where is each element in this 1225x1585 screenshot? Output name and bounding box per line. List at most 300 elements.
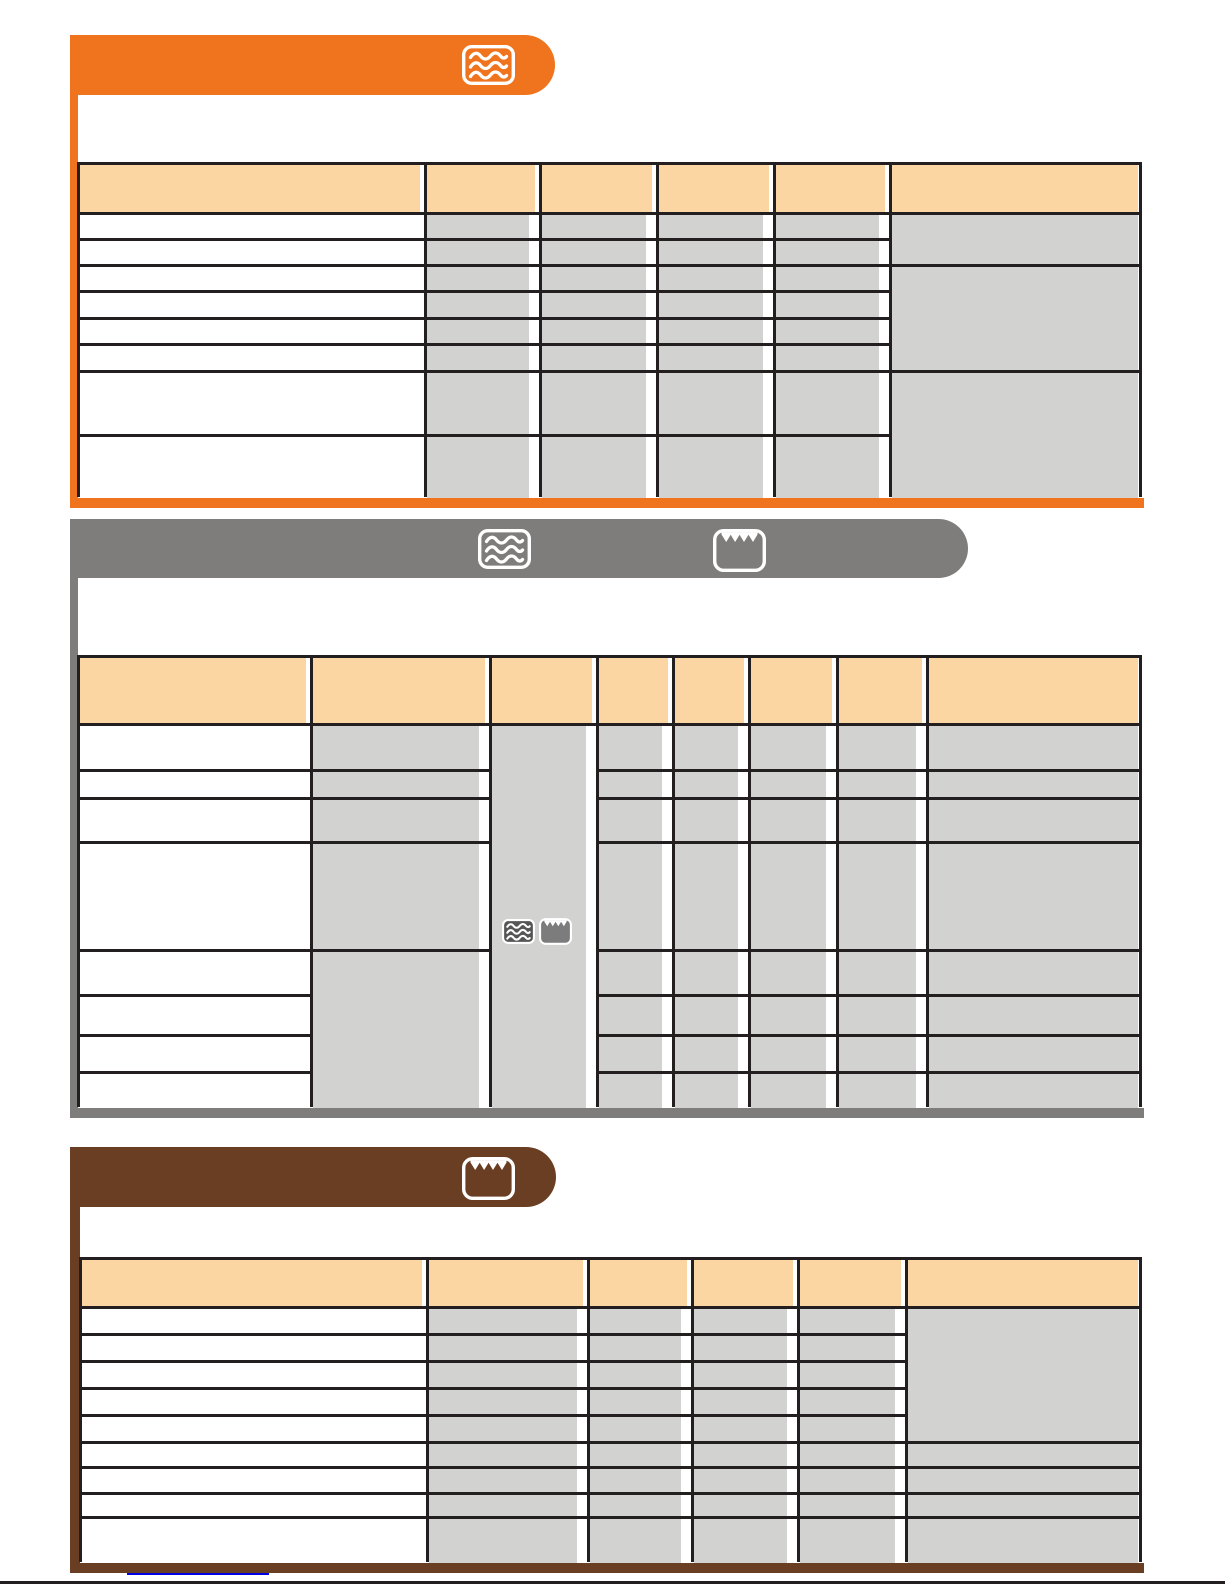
table-cell: [675, 1072, 739, 1108]
row-border: [425, 343, 540, 346]
table-cell: [599, 770, 663, 798]
row-border: [692, 1492, 798, 1495]
table-cell: [751, 995, 827, 1035]
table-cell: [751, 1072, 827, 1108]
column-border: [1139, 162, 1142, 497]
table-cell: [929, 770, 1139, 798]
row-border: [588, 1466, 692, 1469]
row-border: [597, 769, 673, 772]
grill-section-bottom-strip: [70, 1563, 1144, 1573]
table-cell: [675, 798, 739, 842]
row-border: [749, 769, 837, 772]
row-border: [597, 994, 673, 997]
row-border: [837, 949, 927, 952]
row-border: [425, 370, 540, 373]
table-cell: [590, 1493, 682, 1517]
row-border: [657, 370, 774, 373]
row-border: [927, 797, 1140, 800]
row-border: [78, 370, 425, 373]
row-border: [427, 1414, 588, 1417]
header-cell: [80, 165, 421, 214]
table-cell: [427, 213, 530, 239]
table-cell: [694, 1307, 788, 1334]
table-cell: [839, 1072, 917, 1108]
row-border: [588, 1492, 692, 1495]
row-border: [837, 769, 927, 772]
column-border: [77, 162, 80, 497]
table-cell: [908, 1442, 1139, 1467]
row-border: [657, 317, 774, 320]
row-border: [749, 797, 837, 800]
header-cell: [751, 658, 833, 725]
row-border: [798, 1466, 906, 1469]
row-border: [692, 1516, 798, 1519]
row-border: [657, 264, 774, 267]
table-cell: [751, 798, 827, 842]
row-border: [890, 264, 1140, 267]
table-cell: [429, 1388, 578, 1415]
header-cell: [82, 1260, 423, 1308]
table-cell: [675, 995, 739, 1035]
table-cell: [590, 1307, 682, 1334]
row-border: [673, 994, 749, 997]
page-bottom-rule: [0, 1581, 1225, 1584]
row-border: [78, 317, 425, 320]
header-cell: [800, 1260, 902, 1308]
table-cell: [542, 265, 647, 291]
row-border: [540, 434, 657, 437]
header-cell: [80, 658, 307, 725]
table-cell: [542, 435, 647, 498]
table-cell: [929, 950, 1139, 995]
row-border: [540, 317, 657, 320]
row-border: [80, 1441, 427, 1444]
table-cell: [427, 239, 530, 265]
table-cell: [929, 798, 1139, 842]
row-border: [80, 1333, 427, 1336]
row-border: [798, 1333, 906, 1336]
row-border: [540, 238, 657, 241]
row-border: [427, 1387, 588, 1390]
row-border: [673, 841, 749, 844]
row-border: [890, 370, 1140, 373]
table-cell: [427, 291, 530, 318]
row-border: [425, 434, 540, 437]
table-cell: [694, 1415, 788, 1442]
table-cell: [659, 213, 764, 239]
table-cell: [908, 1493, 1139, 1517]
row-border: [588, 1516, 692, 1519]
table-cell: [429, 1361, 578, 1388]
column-border: [424, 162, 427, 497]
column-border: [889, 162, 892, 497]
header-cell: [929, 658, 1139, 725]
row-border: [673, 1034, 749, 1037]
table-cell: [776, 435, 880, 498]
row-border: [749, 994, 837, 997]
table-cell: [429, 1467, 578, 1493]
table-cell: [776, 344, 880, 371]
row-border: [588, 1441, 692, 1444]
table-cell: [659, 265, 764, 291]
table-cell: [599, 798, 663, 842]
row-border: [774, 238, 890, 241]
table-cell: [751, 770, 827, 798]
row-border: [311, 797, 490, 800]
table-cell: [590, 1442, 682, 1467]
row-border: [906, 1466, 1140, 1469]
table-cell: [839, 798, 917, 842]
row-border: [798, 1414, 906, 1417]
row-border: [78, 769, 311, 772]
row-border: [427, 1466, 588, 1469]
table-cell: [800, 1493, 896, 1517]
table-cell: [776, 213, 880, 239]
table-cell: [776, 291, 880, 318]
row-border: [597, 1034, 673, 1037]
table-cell: [313, 950, 480, 1108]
row-border: [80, 1360, 427, 1363]
row-border: [837, 994, 927, 997]
row-border: [78, 797, 311, 800]
table-cell: [675, 1035, 739, 1072]
table-border-top: [77, 162, 1142, 165]
microwave-section-bottom-strip: [70, 498, 1144, 508]
table-cell: [694, 1334, 788, 1361]
microwave-icon: [462, 45, 515, 85]
row-border: [657, 290, 774, 293]
table-cell: [542, 291, 647, 318]
row-border: [692, 1414, 798, 1417]
table-cell: [929, 995, 1139, 1035]
row-border: [597, 1071, 673, 1074]
table-cell: [908, 1517, 1139, 1563]
row-border: [427, 1516, 588, 1519]
row-border: [78, 264, 425, 267]
row-border: [673, 797, 749, 800]
grill-icon: [462, 1157, 515, 1200]
row-border: [427, 1333, 588, 1336]
table-cell: [694, 1517, 788, 1563]
row-border: [78, 290, 425, 293]
table-cell: [800, 1442, 896, 1467]
column-border: [310, 655, 313, 1107]
table-cell: [839, 1035, 917, 1072]
row-border: [78, 1034, 311, 1037]
table-cell: [542, 239, 647, 265]
table-cell: [542, 318, 647, 344]
row-border: [798, 1360, 906, 1363]
table-cell: [694, 1467, 788, 1493]
row-border: [927, 1034, 1140, 1037]
row-border: [80, 1387, 427, 1390]
table-cell: [839, 724, 917, 770]
table-cell: [839, 950, 917, 995]
table-cell: [908, 1307, 1139, 1442]
table-cell: [776, 265, 880, 291]
row-border: [427, 1492, 588, 1495]
header-cell: [908, 1260, 1139, 1308]
table-cell: [599, 1035, 663, 1072]
table-cell: [659, 371, 764, 435]
table-cell: [892, 265, 1139, 371]
table-cell: [800, 1361, 896, 1388]
row-border: [78, 841, 311, 844]
microwave-grill-section-bottom-strip: [70, 1108, 1144, 1118]
header-cell: [675, 658, 745, 725]
row-border: [673, 1071, 749, 1074]
table-cell: [427, 318, 530, 344]
table-cell: [659, 435, 764, 498]
table-cell: [751, 1035, 827, 1072]
table-cell: [659, 239, 764, 265]
table-cell: [675, 842, 739, 950]
row-border: [588, 1360, 692, 1363]
row-border: [311, 769, 490, 772]
column-border: [672, 655, 675, 1107]
row-border: [80, 1492, 427, 1495]
row-border: [837, 1034, 927, 1037]
table-cell: [929, 1035, 1139, 1072]
row-border: [837, 797, 927, 800]
row-border: [774, 370, 890, 373]
column-border: [656, 162, 659, 497]
row-border: [425, 264, 540, 267]
row-border: [311, 949, 490, 952]
row-border: [540, 264, 657, 267]
column-border: [926, 655, 929, 1107]
table-cell: [892, 213, 1139, 265]
table-cell: [313, 798, 480, 842]
row-border: [749, 1071, 837, 1074]
row-border: [774, 264, 890, 267]
microwave-mini-icon: [502, 918, 535, 945]
header-cell: [313, 658, 486, 725]
table-cell: [800, 1467, 896, 1493]
row-border: [540, 343, 657, 346]
row-border: [597, 949, 673, 952]
header-cell: [542, 165, 653, 214]
row-border: [927, 1071, 1140, 1074]
table-cell: [800, 1517, 896, 1563]
table-cell: [590, 1361, 682, 1388]
footer-link-underline[interactable]: [127, 1573, 269, 1575]
row-border: [425, 238, 540, 241]
header-cell: [590, 1260, 688, 1308]
table-cell: [590, 1334, 682, 1361]
table-cell: [542, 371, 647, 435]
row-border: [78, 434, 425, 437]
header-cell: [659, 165, 770, 214]
table-cell: [800, 1388, 896, 1415]
microwave-icon: [478, 529, 531, 569]
grill-mini-icon: [539, 918, 572, 945]
row-border: [906, 1441, 1140, 1444]
table-cell: [427, 344, 530, 371]
table-cell: [800, 1334, 896, 1361]
row-border: [311, 841, 490, 844]
row-border: [78, 949, 311, 952]
header-divider: [77, 212, 1142, 215]
row-border: [837, 841, 927, 844]
row-border: [78, 1071, 311, 1074]
table-cell: [839, 842, 917, 950]
table-cell: [429, 1442, 578, 1467]
table-cell: [599, 842, 663, 950]
row-border: [588, 1387, 692, 1390]
header-cell: [892, 165, 1139, 214]
column-border: [539, 162, 542, 497]
table-border-top: [77, 655, 1142, 658]
row-border: [774, 317, 890, 320]
row-border: [692, 1466, 798, 1469]
row-border: [749, 841, 837, 844]
table-cell: [908, 1467, 1139, 1493]
table-cell: [492, 724, 587, 1108]
row-border: [427, 1441, 588, 1444]
table-cell: [590, 1517, 682, 1563]
table-cell: [429, 1334, 578, 1361]
row-border: [78, 238, 425, 241]
row-border: [673, 949, 749, 952]
table-cell: [590, 1415, 682, 1442]
table-cell: [751, 842, 827, 950]
table-cell: [590, 1388, 682, 1415]
table-cell: [839, 995, 917, 1035]
table-cell: [751, 724, 827, 770]
row-border: [78, 343, 425, 346]
row-border: [427, 1360, 588, 1363]
table-cell: [892, 371, 1139, 498]
row-border: [425, 290, 540, 293]
header-cell: [429, 1260, 584, 1308]
table-cell: [427, 371, 530, 435]
column-border: [1139, 655, 1142, 1107]
row-border: [927, 769, 1140, 772]
table-cell: [429, 1493, 578, 1517]
row-border: [798, 1516, 906, 1519]
table-cell: [590, 1467, 682, 1493]
table-cell: [776, 318, 880, 344]
table-cell: [599, 950, 663, 995]
table-cell: [675, 724, 739, 770]
row-border: [588, 1333, 692, 1336]
grill-icon: [712, 529, 767, 572]
row-border: [749, 1034, 837, 1037]
table-cell: [800, 1415, 896, 1442]
header-divider: [77, 723, 1142, 726]
table-cell: [694, 1388, 788, 1415]
row-border: [692, 1360, 798, 1363]
table-cell: [929, 842, 1139, 950]
table-cell: [675, 950, 739, 995]
row-border: [597, 841, 673, 844]
row-border: [80, 1516, 427, 1519]
table-cell: [694, 1361, 788, 1388]
header-cell: [492, 658, 593, 725]
row-border: [774, 434, 890, 437]
table-cell: [800, 1307, 896, 1334]
table-border-top: [79, 1257, 1142, 1260]
row-border: [78, 994, 311, 997]
header-cell: [694, 1260, 794, 1308]
row-border: [906, 1516, 1140, 1519]
row-border: [692, 1387, 798, 1390]
table-cell: [929, 724, 1139, 770]
column-border: [596, 655, 599, 1107]
table-cell: [313, 842, 480, 950]
table-cell: [313, 770, 480, 798]
header-cell: [776, 165, 886, 214]
column-border: [773, 162, 776, 497]
table-cell: [429, 1415, 578, 1442]
table-cell: [659, 344, 764, 371]
header-cell: [599, 658, 669, 725]
row-border: [540, 290, 657, 293]
row-border: [927, 841, 1140, 844]
row-border: [597, 797, 673, 800]
row-border: [673, 769, 749, 772]
row-border: [798, 1492, 906, 1495]
table-cell: [313, 724, 480, 770]
row-border: [774, 290, 890, 293]
header-cell: [839, 658, 923, 725]
row-border: [798, 1387, 906, 1390]
header-divider: [79, 1306, 1142, 1309]
row-border: [657, 434, 774, 437]
table-cell: [542, 344, 647, 371]
row-border: [837, 1071, 927, 1074]
row-border: [692, 1441, 798, 1444]
row-border: [692, 1333, 798, 1336]
table-cell: [929, 1072, 1139, 1108]
table-cell: [659, 291, 764, 318]
table-cell: [429, 1517, 578, 1563]
table-cell: [599, 995, 663, 1035]
table-cell: [599, 724, 663, 770]
table-cell: [659, 318, 764, 344]
row-border: [540, 370, 657, 373]
column-border: [748, 655, 751, 1107]
column-border: [489, 655, 492, 1107]
table-cell: [599, 1072, 663, 1108]
table-cell: [542, 213, 647, 239]
row-border: [657, 238, 774, 241]
row-border: [80, 1466, 427, 1469]
column-border: [836, 655, 839, 1107]
row-border: [425, 317, 540, 320]
table-cell: [839, 770, 917, 798]
row-border: [80, 1414, 427, 1417]
table-cell: [751, 950, 827, 995]
table-cell: [427, 265, 530, 291]
row-border: [774, 343, 890, 346]
table-cell: [429, 1307, 578, 1334]
row-border: [927, 994, 1140, 997]
table-cell: [776, 239, 880, 265]
row-border: [798, 1441, 906, 1444]
row-border: [906, 1492, 1140, 1495]
row-border: [657, 343, 774, 346]
table-cell: [675, 770, 739, 798]
row-border: [588, 1414, 692, 1417]
table-cell: [694, 1442, 788, 1467]
table-cell: [427, 435, 530, 498]
row-border: [927, 949, 1140, 952]
row-border: [749, 949, 837, 952]
column-border: [77, 655, 80, 1107]
table-cell: [776, 371, 880, 435]
